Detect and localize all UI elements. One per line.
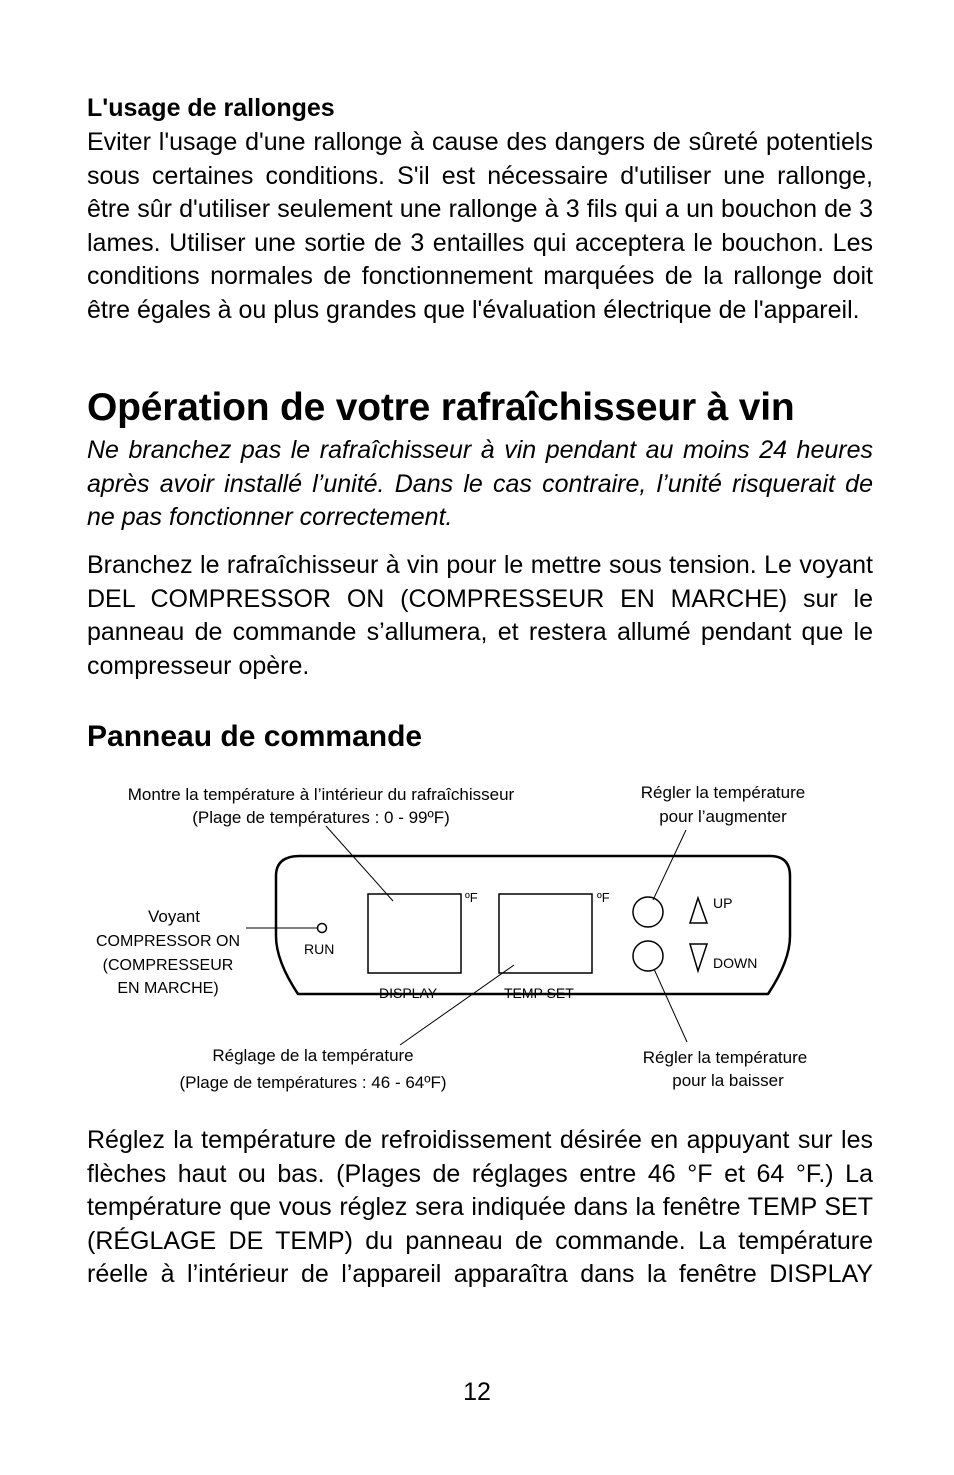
callout-display-1: Montre la température à l’intérieur du rafraîchisseur [127,785,515,804]
temp-set-unit-label: ºF [597,890,610,905]
callout-led-1: Voyant [148,907,200,926]
section-title-extension: L'usage de rallonges [87,94,335,122]
down-arrow-icon [690,944,707,971]
leader-temp-set [400,965,514,1045]
callout-down-2: pour la baisser [672,1071,784,1090]
display-label: DISPLAY [379,985,438,1001]
main-title: Opération de votre rafraîchisseur à vin [87,386,795,429]
down-label: DOWN [713,955,758,971]
callout-display-2: (Plage de températures : 0 - 99ºF) [192,808,450,827]
temp-set-window [499,894,592,973]
run-label: RUN [304,941,335,957]
extension-paragraph: Eviter l'usage d'une rallonge à cause des dangers de sûreté potentiels sous certaines conditions. S'il est nécessaire d'utiliser une rallonge, être sûr d'utiliser seulement une rallonge à 3 fils qui a un bouchon de 3 lames. Utiliser une sortie de 3 entailles qui acceptera le bouchon. Les conditions normales de fonctionnement marquées de la rallonge doit être égales à ou plus grandes que l'évaluation électrique de l'appareil. [87,128,873,324]
control-panel-title: Panneau de commande [87,720,423,753]
callout-down-1: Régler la température [642,1048,808,1067]
callout-led-2: COMPRESSOR ON [95,933,241,950]
leader-display [326,826,393,901]
down-button-icon [633,941,663,971]
up-label: UP [713,895,733,911]
compressor-led-icon [318,924,327,933]
callout-led-4: EN MARCHE) [117,980,219,997]
callout-up-2: pour l’augmenter [659,807,787,826]
warning-paragraph: Ne branchez pas le rafraîchisseur à vin pendant au moins 24 heures après avoir installé l’unité. Dans le cas contraire, l’unité risquerait de ne pas fonctionner correctement. [87,436,873,532]
callout-temp-set-1: Réglage de la température [212,1046,414,1065]
page-number: 12 [463,1378,491,1406]
control-panel-diagram [0,760,954,1120]
setting-paragraph: Réglez la température de refroidissement désirée en appuyant sur les flèches haut ou bas. (Plages de réglages entre 46 °F et 64 °F.) La température que vous réglez sera indiquée dans la fenêtre TEMP SET (RÉGLAGE DE TEMP) du panneau de commande. La température réelle à l’intérieur de l’appareil apparaîtra dans la fenêtre DISPLAY [87,1126,873,1289]
up-arrow-icon [690,898,707,923]
display-unit-label: ºF [465,890,478,905]
callout-led-3: (COMPRESSEUR [102,957,234,974]
callout-temp-set-2: (Plage de températures : 46 - 64ºF) [179,1073,447,1092]
callout-up-1: Régler la température [640,783,806,802]
temp-set-label: TEMP SET [504,985,574,1001]
display-window [368,894,461,973]
leader-up [653,830,686,900]
up-button-icon [633,897,663,927]
leader-down [654,969,687,1042]
operation-paragraph: Branchez le rafraîchisseur à vin pour le mettre sous tension. Le voyant DEL COMPRESSOR ON (COMPRESSEUR EN MARCHE) sur le panneau de commande s’allumera, et restera allumé pendant que le compresseur opère. [87,551,873,680]
